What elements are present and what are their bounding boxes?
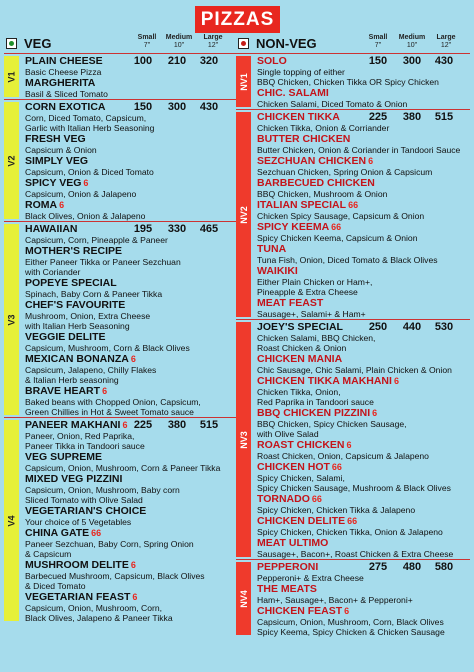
item-name-text: CHICKEN HOT [257, 461, 330, 473]
item-description: Capsicum & Onion [25, 145, 97, 155]
section-tab [4, 420, 19, 621]
item-description: Butter Chicken, Onion & Coriander in Tandoori Sauce [257, 145, 461, 155]
section-tab [236, 112, 251, 317]
item-name-text: CHICKEN TIKKA MAKHANI [257, 375, 392, 387]
chili-icon: 6 [393, 376, 399, 386]
item-name-text: SIMPLY VEG [25, 155, 89, 167]
item-description: & Diced Tomato [25, 581, 86, 591]
menu-item [25, 353, 238, 385]
chili-icon: 6 [346, 440, 352, 450]
menu-item [25, 55, 238, 77]
menu-item [25, 473, 238, 505]
page-title: PIZZAS [195, 6, 280, 33]
item-name-text: BARBECUED CHICKEN [257, 177, 375, 189]
item-name-text: MEXICAN BONANZA [25, 353, 129, 365]
item-description: Spinach, Baby Corn & Paneer Tikka [25, 289, 163, 299]
menu-item [25, 199, 238, 221]
item-name [257, 407, 470, 419]
chili-icon: 6 [368, 156, 374, 166]
menu-section-nv2 [236, 109, 470, 319]
menu-item [257, 155, 470, 177]
price-large: 515 [199, 419, 219, 431]
price-medium: 440 [402, 321, 422, 333]
chili-icon: 6 [83, 178, 89, 188]
item-description: Mushroom, Onion, Extra Cheese [25, 311, 151, 321]
item-name-text: CORN EXOTICA [25, 101, 106, 113]
item-name [257, 133, 470, 145]
item-name [25, 177, 238, 189]
price-large: 580 [434, 561, 454, 573]
item-description: Paneer Sezchuan, Baby Corn, Spring Onion [25, 539, 194, 549]
item-name [25, 331, 238, 343]
price-large: 430 [199, 101, 219, 113]
item-description: Tuna Fish, Onion, Diced Tomato & Black Olives [257, 255, 438, 265]
menu-section-nv3 [236, 319, 470, 559]
price-medium: 480 [402, 561, 422, 573]
item-description: Ham+, Sausage+, Bacon+ & Pepperoni+ [257, 595, 413, 605]
nonveg-column [236, 35, 470, 637]
item-name [257, 375, 470, 387]
item-description: Capsicum, Onion & Jalapeno [25, 189, 137, 199]
menu-item [25, 177, 238, 199]
item-description: Roast Chicken, Onion, Capsicum & Jalapeno [257, 451, 429, 461]
item-description: Black Olives, Jalapeno & Paneer Tikka [25, 613, 173, 623]
item-name-text: TORNADO [257, 493, 310, 505]
item-description: Barbecued Mushroom, Capsicum, Black Olives [25, 571, 205, 581]
item-description: Paneer, Onion, Red Paprika, [25, 431, 135, 441]
item-name-text: CHICKEN FEAST [257, 605, 343, 617]
menu-item [257, 561, 470, 583]
item-name-text: ITALIAN SPECIAL [257, 199, 347, 211]
menu-item [25, 591, 238, 623]
item-description: Capsicum, Onion, Mushroom, Corn, [25, 603, 163, 613]
item-description: Black Olives, Onion & Jalapeno [25, 211, 146, 221]
item-name [25, 299, 238, 311]
menu-item [257, 439, 470, 461]
item-name [257, 583, 470, 595]
menu-item [257, 493, 470, 515]
item-description: Your choice of 5 Vegetables [25, 517, 132, 527]
chili-icon: 6 [372, 408, 378, 418]
chili-icon: 66 [331, 462, 342, 472]
item-description: Capsicum, Onion, Mushroom, Baby corn [25, 485, 180, 495]
item-description: BBQ Chicken, Mushroom & Onion [257, 189, 388, 199]
item-name [25, 353, 238, 365]
item-description: Basic Cheese Pizza [25, 67, 102, 77]
item-name-text: MEAT ULTIMO [257, 537, 329, 549]
menu-item [257, 321, 470, 353]
item-description: Sausage+, Bacon+, Roast Chicken & Extra Cheese [257, 549, 454, 559]
item-name [257, 177, 470, 189]
menu-item [25, 101, 238, 133]
menu-item [25, 331, 238, 353]
item-description: Spicy Keema, Spicy Chicken & Chicken Sausage [257, 627, 445, 637]
item-description: Paneer Tikka in Tandoori sauce [25, 441, 145, 451]
price-medium: 330 [167, 223, 187, 235]
menu-section-v3 [4, 221, 238, 417]
item-description: Sausage+, Salami+ & Ham+ [257, 309, 366, 319]
section-tab-label: NV2 [238, 205, 249, 224]
item-name [25, 77, 238, 89]
item-description: Spicy Chicken, Salami, [257, 473, 345, 483]
item-name [25, 505, 238, 517]
menu-item [25, 77, 238, 99]
item-name [257, 297, 470, 309]
menu-item [257, 461, 470, 493]
price-small: 150 [133, 101, 153, 113]
item-name [257, 221, 470, 233]
chili-icon: 6 [130, 560, 136, 570]
menu-item [257, 407, 470, 439]
price-large: 530 [434, 321, 454, 333]
item-description: Chicken Tikka, Onion & Corriander [257, 123, 390, 133]
chili-icon: 66 [348, 200, 359, 210]
item-description: Spicy Chicken Keema, Capsicum & Onion [257, 233, 418, 243]
item-description: Sliced Tomato with Olive Salad [25, 495, 143, 505]
item-name-text: WAIKIKI [257, 265, 298, 277]
item-name [257, 87, 470, 99]
item-name-text: POPEYE SPECIAL [25, 277, 117, 289]
section-tab-label: V4 [6, 514, 17, 527]
price-small: 225 [133, 419, 153, 431]
nonveg-header [236, 35, 470, 53]
item-description: Chicken Salami, BBQ Chicken, [257, 333, 376, 343]
menu-item [257, 199, 470, 221]
item-description: & Capsicum [25, 549, 72, 559]
item-description: & Italian Herb seasoning [25, 375, 119, 385]
menu-item [257, 583, 470, 605]
item-name [257, 243, 470, 255]
menu-item [257, 537, 470, 559]
item-name-text: SEZCHUAN CHICKEN [257, 155, 367, 167]
item-name [257, 199, 470, 211]
size-small-header: Small 7" [137, 34, 157, 49]
item-description: Green Chillies in Hot & Sweet Tomato sauce [25, 407, 194, 417]
item-name-text: CHICKEN MANIA [257, 353, 343, 365]
menu-item [257, 243, 470, 265]
item-description: Spicy Chicken, Chicken Tikka & Jalapeno [257, 505, 416, 515]
veg-label: VEG [24, 36, 52, 51]
price-large: 320 [199, 55, 219, 67]
size-large-header: Large 12" [203, 34, 223, 49]
item-name [25, 527, 238, 539]
menu-item [25, 133, 238, 155]
menu-item [25, 299, 238, 331]
item-description: Pepperoni+ & Extra Cheese [257, 573, 364, 583]
section-tab-label: V3 [6, 313, 17, 326]
item-name-text: VEG SUPREME [25, 451, 103, 463]
item-name-text: JOEY'S SPECIAL [257, 321, 343, 333]
menu-item [25, 559, 238, 591]
price-small: 100 [133, 55, 153, 67]
item-description: Capsicum, Jalapeno, Chilly Flakes [25, 365, 157, 375]
item-description: Spicy Chicken, Chicken Tikka, Onion & Jalapeno [257, 527, 443, 537]
menu-section-v1 [4, 53, 238, 99]
section-tab-label: NV3 [238, 430, 249, 449]
item-description: with Olive Salad [257, 429, 319, 439]
item-description: with Coriander [25, 267, 81, 277]
item-description: Roast Chicken & Onion [257, 343, 347, 353]
item-description: Spicy Chicken Sausage, Mushroom & Black Olives [257, 483, 451, 493]
item-name-text: SOLO [257, 55, 287, 67]
menu-item [257, 177, 470, 199]
chili-icon: 6 [130, 354, 136, 364]
size-large-header: Large 12" [436, 34, 456, 49]
item-description: Garlic with Italian Herb Seasoning [25, 123, 155, 133]
item-name [25, 385, 238, 397]
item-description: Either Plain Chicken or Ham+, [257, 277, 373, 287]
item-name [257, 493, 470, 505]
item-name-text: MEAT FEAST [257, 297, 324, 309]
section-tab [4, 102, 19, 219]
item-name-text: MUSHROOM DELITE [25, 559, 129, 571]
price-medium: 210 [167, 55, 187, 67]
price-medium: 380 [167, 419, 187, 431]
menu-item [25, 527, 238, 559]
item-description: Single topping of either [257, 67, 345, 77]
item-name-text: ROAST CHICKEN [257, 439, 345, 451]
item-name [257, 605, 470, 617]
price-medium: 300 [402, 55, 422, 67]
item-name-text: SPICY VEG [25, 177, 82, 189]
menu-item [25, 419, 238, 451]
chili-icon: 66 [331, 222, 342, 232]
section-tab-label: V1 [6, 70, 17, 83]
item-description: Basil & Sliced Tomato [25, 89, 108, 99]
nonveg-label: NON-VEG [256, 36, 317, 51]
menu-item [257, 515, 470, 537]
item-name [25, 155, 238, 167]
item-name-text: ROMA [25, 199, 58, 211]
chili-icon: 6 [344, 606, 350, 616]
item-name [257, 537, 470, 549]
menu-item [25, 155, 238, 177]
menu-item [257, 297, 470, 319]
price-medium: 300 [167, 101, 187, 113]
price-medium: 380 [402, 111, 422, 123]
item-description: Either Paneer Tikka or Paneer Sezchuan [25, 257, 181, 267]
section-tab-label: NV4 [238, 589, 249, 608]
menu-item [257, 353, 470, 375]
item-description: Sezchuan Chicken, Spring Onion & Capsicum [257, 167, 433, 177]
item-name-text: CHEF'S FAVOURITE [25, 299, 126, 311]
item-name-text: FRESH VEG [25, 133, 86, 145]
section-tab [236, 562, 251, 635]
chili-icon: 66 [347, 516, 358, 526]
size-small-header: Small 7" [368, 34, 388, 49]
menu-section-v2 [4, 99, 238, 221]
item-description: BBQ Chicken, Chicken Tikka OR Spicy Chicken [257, 77, 439, 87]
veg-header [4, 35, 238, 53]
item-description: Capsicum, Onion & Diced Tomato [25, 167, 154, 177]
item-name-text: VEGGIE DELITE [25, 331, 106, 343]
item-name [25, 133, 238, 145]
item-description: Capsicum, Mushroom, Corn & Black Olives [25, 343, 190, 353]
item-name-text: MOTHER'S RECIPE [25, 245, 123, 257]
item-name-text: MARGHERITA [25, 77, 96, 89]
menu-item [25, 245, 238, 277]
item-name-text: CHICKEN DELITE [257, 515, 346, 527]
price-small: 225 [368, 111, 388, 123]
chili-icon: 66 [311, 494, 322, 504]
chili-icon: 66 [91, 528, 102, 538]
chili-icon: 6 [122, 420, 128, 430]
price-small: 250 [368, 321, 388, 333]
item-name-text: VEGETARIAN'S CHOICE [25, 505, 147, 517]
menu-item [25, 277, 238, 299]
item-description: Pineapple & Extra Cheese [257, 287, 358, 297]
menu-section-nv4 [236, 559, 470, 637]
item-description: Capsicum, Onion, Mushroom, Corn & Paneer Tikka [25, 463, 221, 473]
section-tab [4, 224, 19, 415]
item-name-text: PANEER MAKHANI [25, 419, 121, 431]
item-name-text: BUTTER CHICKEN [257, 133, 351, 145]
item-description: Capsicum, Onion, Mushroom, Corn, Black Olives [257, 617, 444, 627]
item-description: Corn, Diced Tomato, Capsicum, [25, 113, 147, 123]
menu-section-v4 [4, 417, 238, 623]
item-name-text: BRAVE HEART [25, 385, 101, 397]
item-description: Capsicum, Corn, Pineapple & Paneer [25, 235, 168, 245]
menu-item [257, 375, 470, 407]
menu-item [257, 133, 470, 155]
item-name-text: TUNA [257, 243, 287, 255]
item-name [257, 515, 470, 527]
price-large: 515 [434, 111, 454, 123]
section-tab [236, 56, 251, 107]
menu-item [257, 55, 470, 87]
item-description: Baked beans with Chopped Onion, Capsicum, [25, 397, 201, 407]
menu-item [25, 223, 238, 245]
item-description: Chicken Salami, Diced Tomato & Onion [257, 99, 408, 109]
item-name [25, 591, 238, 603]
price-small: 275 [368, 561, 388, 573]
menu-item [257, 265, 470, 297]
menu-item [25, 505, 238, 527]
item-description: Chic Sausage, Chic Salami, Plain Chicken & Onion [257, 365, 452, 375]
item-name-text: PEPPERONI [257, 561, 319, 573]
menu-item [25, 385, 238, 417]
chili-icon: 6 [132, 592, 138, 602]
item-name [257, 439, 470, 451]
item-name [25, 559, 238, 571]
item-name-text: CHIC. SALAMI [257, 87, 329, 99]
menu-item [257, 605, 470, 637]
price-small: 150 [368, 55, 388, 67]
item-description: BBQ Chicken, Spicy Chicken Sausage, [257, 419, 407, 429]
menu-item [257, 221, 470, 243]
section-tab [236, 322, 251, 557]
chili-icon: 6 [59, 200, 65, 210]
item-name-text: SPICY KEEMA [257, 221, 330, 233]
item-name [25, 451, 238, 463]
item-name-text: CHICKEN TIKKA [257, 111, 340, 123]
size-medium-header: Medium 10" [398, 34, 426, 49]
item-name-text: PLAIN CHEESE [25, 55, 103, 67]
item-description: Chicken Tikka, Onion, [257, 387, 341, 397]
section-tab [4, 56, 19, 97]
veg-column [4, 35, 238, 623]
item-name [25, 277, 238, 289]
item-name [257, 155, 470, 167]
item-name [25, 199, 238, 211]
item-name [257, 461, 470, 473]
item-name-text: MIXED VEG PIZZINI [25, 473, 123, 485]
section-tab-label: V2 [6, 154, 17, 167]
item-description: with Italian Herb Seasoning [25, 321, 130, 331]
price-small: 195 [133, 223, 153, 235]
menu-item [257, 111, 470, 133]
price-large: 465 [199, 223, 219, 235]
item-name-text: VEGETARIAN FEAST [25, 591, 131, 603]
item-description: Chicken Spicy Sausage, Capsicum & Onion [257, 211, 425, 221]
item-name [257, 353, 470, 365]
item-name [25, 473, 238, 485]
menu-section-nv1 [236, 53, 470, 109]
item-name [257, 265, 470, 277]
item-name-text: CHINA GATE [25, 527, 90, 539]
item-name-text: THE MEATS [257, 583, 317, 595]
price-large: 430 [434, 55, 454, 67]
item-name-text: BBQ CHICKEN PIZZINI [257, 407, 371, 419]
section-tab-label: NV1 [238, 72, 249, 91]
item-name-text: HAWAIIAN [25, 223, 78, 235]
chili-icon: 6 [102, 386, 108, 396]
menu-item [25, 451, 238, 473]
item-name [25, 245, 238, 257]
veg-symbol-icon [6, 38, 17, 49]
size-medium-header: Medium 10" [165, 34, 193, 49]
menu-item [257, 87, 470, 109]
nonveg-symbol-icon [238, 38, 249, 49]
item-description: Red Paprika in Tandoori sauce [257, 397, 374, 407]
